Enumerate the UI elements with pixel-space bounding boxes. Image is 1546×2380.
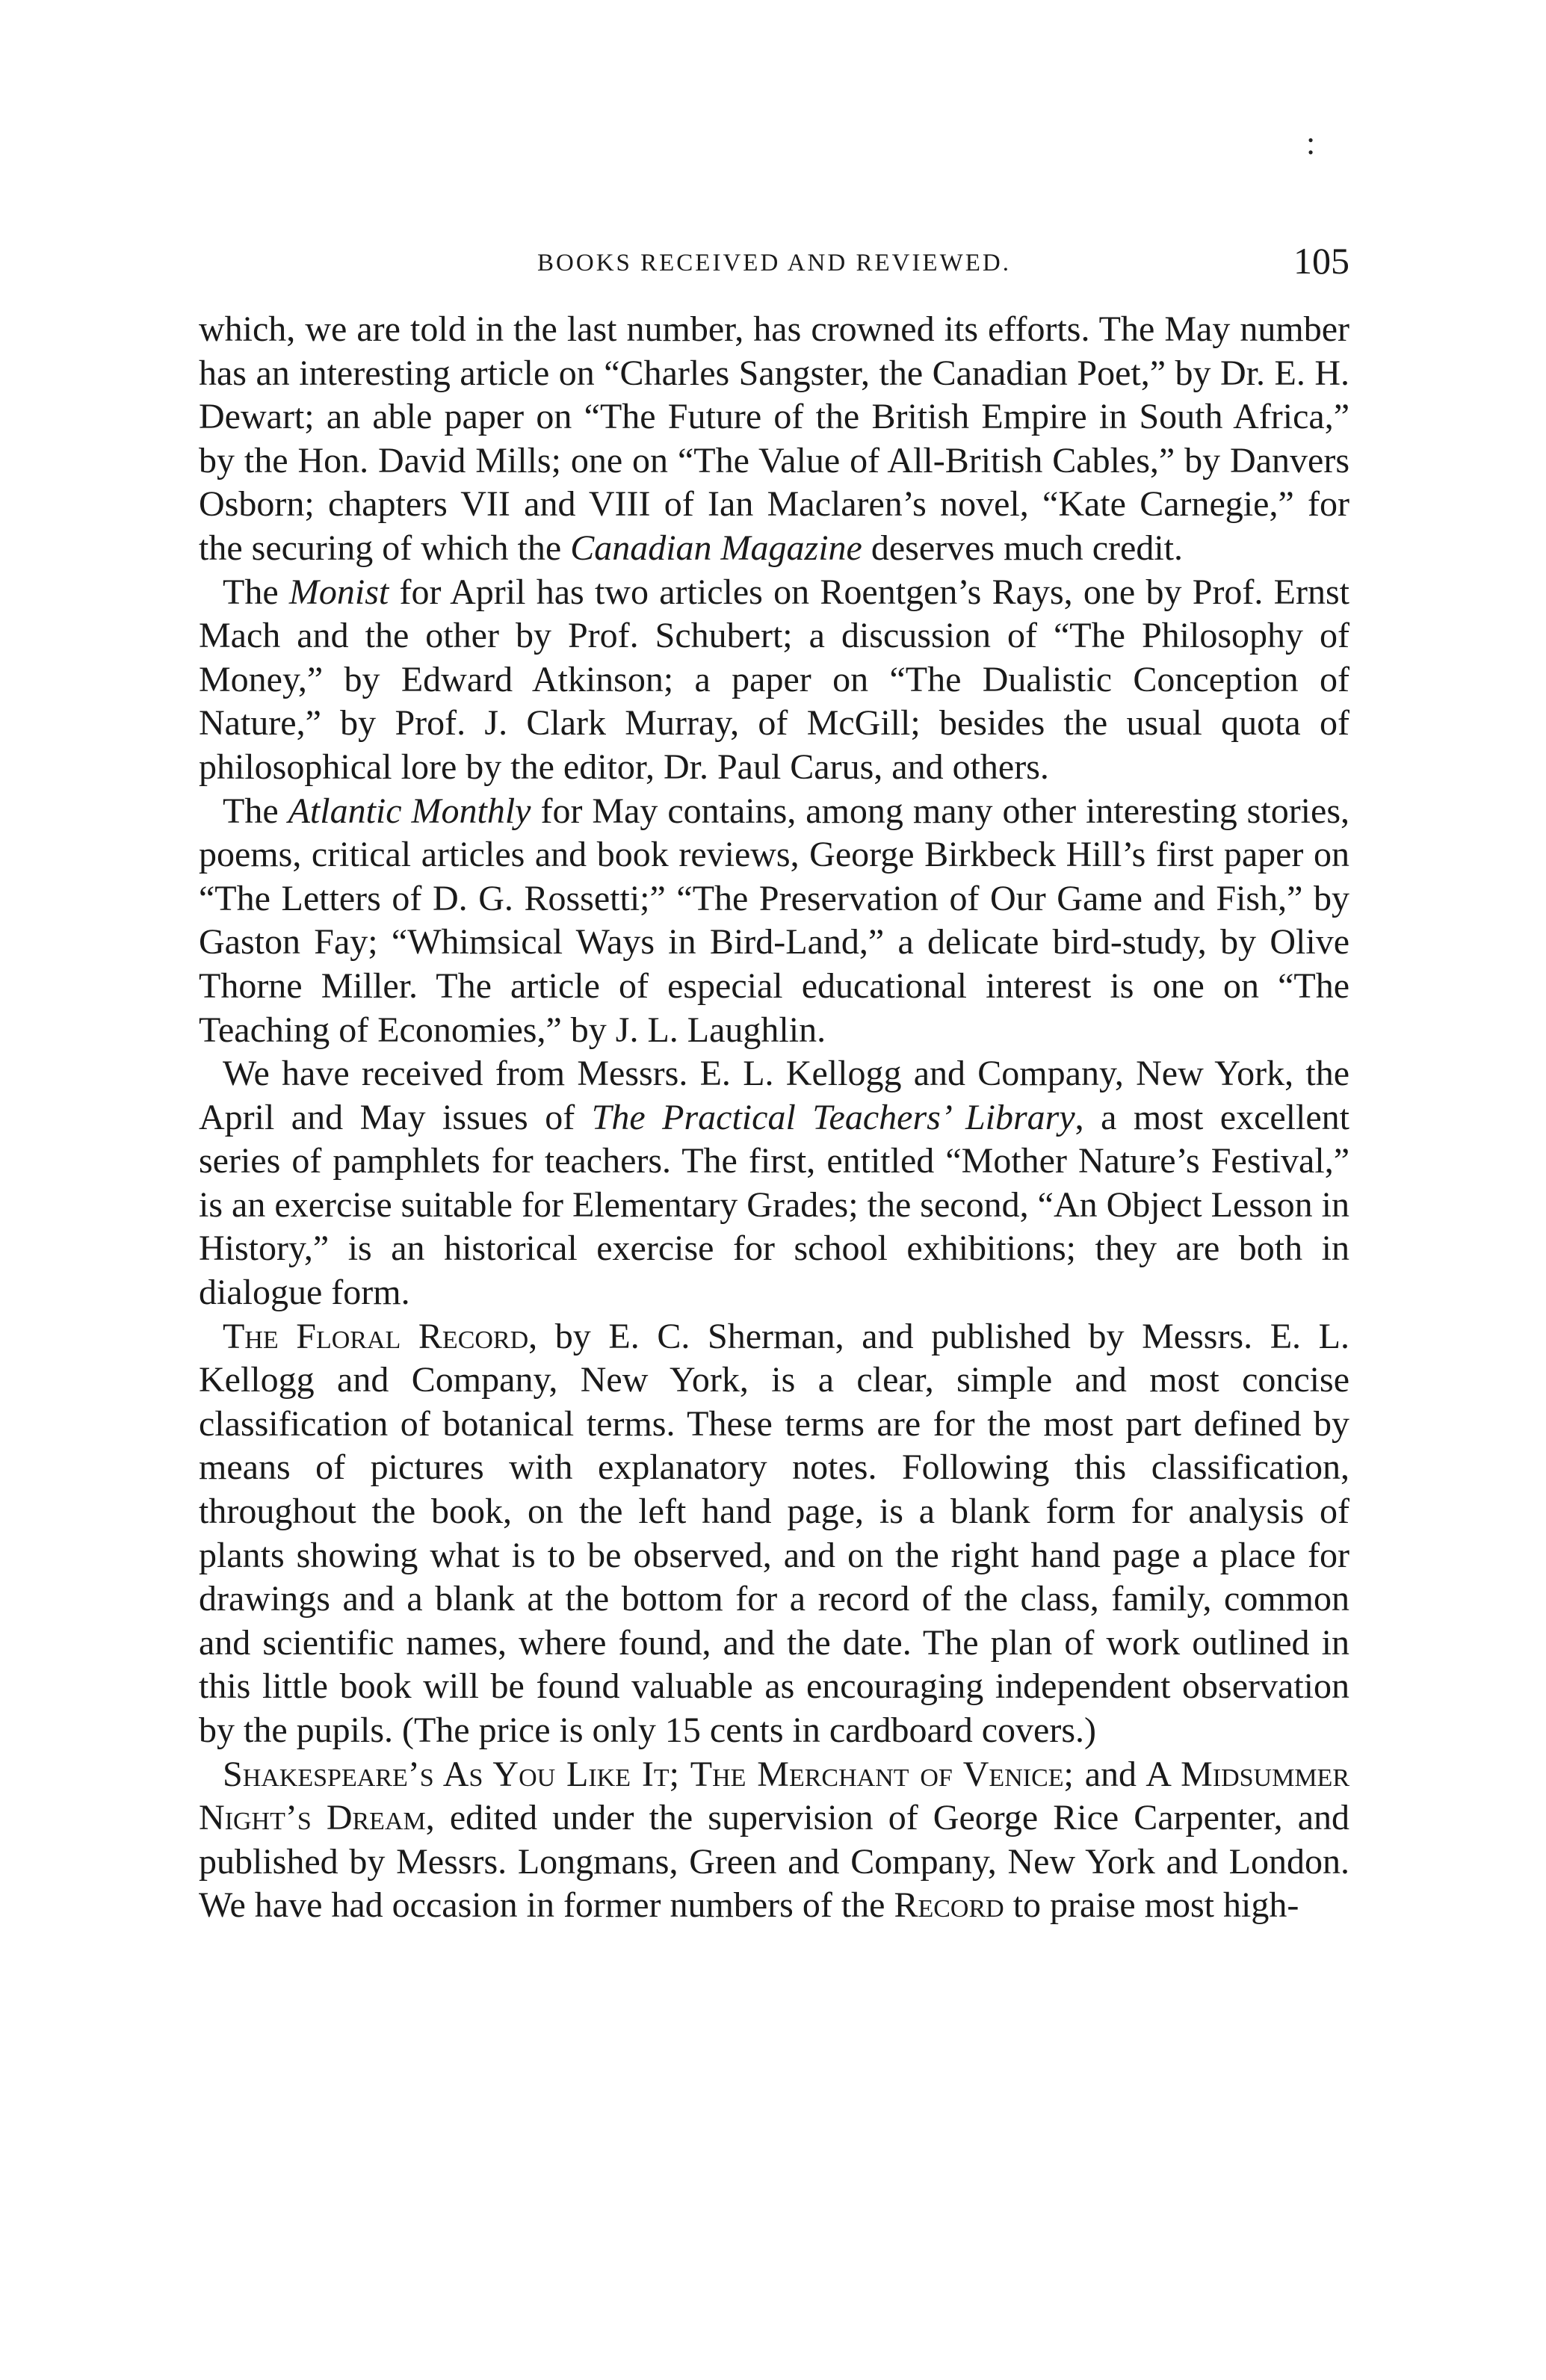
paragraph-text: We have received from Messrs. E. L. Kellogg and Company, New York, the April and May issues of <box>199 1054 1349 1137</box>
small-caps-title: The Merchant of Venice <box>690 1754 1064 1794</box>
page-number: 105 <box>1293 240 1349 282</box>
paragraph-monist <box>199 571 1349 790</box>
small-caps-title: Midsummer Night’s Dream <box>199 1754 1349 1838</box>
paragraph-text: , by E. C. Sherman, and published by Messrs. E. L. Kellogg and Company, New York, is a clear, simple and most concise classification of botanical terms. These terms are for the most part defined by means of pictures with explanatory notes. Following this classification, throughout the book, on the left hand page, is a blank form for analysis of plants showing what is to be observed, and on the right hand page a place for drawings and a blank at the bottom for a record of the class, family, common and scientific names, where found, and the date. The plan of work outlined in this little book will be found valuable as encouraging independent observation by the pupils. (The price is only 15 cents in cardboard covers.) <box>199 1316 1349 1750</box>
margin-mark: : <box>1306 125 1316 161</box>
italic-title: Monist <box>288 572 389 612</box>
italic-title: The Practical Teachers’ Library <box>591 1097 1075 1137</box>
paragraph-text: ; and A <box>1063 1754 1181 1794</box>
small-caps-title: The Floral Record <box>223 1316 529 1356</box>
review-text <box>199 308 1349 1928</box>
paragraph-text: The <box>223 791 288 831</box>
paragraph-shakespeare <box>199 1753 1349 1928</box>
paragraph-text: ; <box>669 1754 690 1794</box>
paragraph-text: which, we are told in the last number, has crowned its efforts. The May number has an interesting article on “Charles Sangster, the Canadian Poet,” by Dr. E. H. Dewart; an able paper on “The Future of the British Empire in South Africa,” by the Hon. David Mills; one on “The Value of All-British Cables,” by Danvers Osborn; chapters VII and VIII of Ian Maclaren’s novel, “Kate Carnegie,” for the securing of which the <box>199 309 1349 568</box>
paragraph-atlantic-monthly <box>199 790 1349 1053</box>
paragraph-text: , a most excellent series of pamphlets for teachers. The first, entitled “Mother Nature’s Festival,” is an exercise suitable for Elementary Grades; the second, “An Object Lesson in History,” is an historical exercise for school exhibitions; they are both in dialogue form. <box>199 1097 1349 1313</box>
paragraph-text: , edited under the supervision of George Rice Carpenter, and published by Messrs. Longmans, Green and Company, New York and London. We have had occasion in former numbers of the <box>199 1798 1350 1926</box>
paragraph-text: to praise most high- <box>1004 1885 1299 1926</box>
small-caps-title: Shakespeare’s As You Like It <box>223 1754 670 1794</box>
small-caps-title: Record <box>894 1885 1004 1926</box>
paragraph-canadian-magazine <box>199 308 1349 571</box>
paragraph-text: for May contains, among many other interesting stories, poems, critical articles and book reviews, George Birkbeck Hill’s first paper on “The Letters of D. G. Rossetti;” “The Preservation of Our Game and Fish,” by Gaston Fay; “Whimsical Ways in Bird-Land,” a delicate bird-study, by Olive Thorne Miller. The article of especial educational interest is one on “The Teaching of Economies,” by J. L. Laughlin. <box>199 791 1349 1050</box>
italic-title: Canadian Magazine <box>570 528 862 568</box>
paragraph-text: deserves much credit. <box>862 528 1184 568</box>
paragraph-practical-teachers-library <box>199 1052 1349 1315</box>
paragraph-text: The <box>223 572 289 612</box>
paragraph-floral-record <box>199 1315 1349 1753</box>
italic-title: Atlantic Monthly <box>288 791 531 831</box>
running-title: BOOKS RECEIVED AND REVIEWED. <box>537 250 1011 276</box>
running-head <box>199 241 1349 285</box>
paragraph-text: for April has two articles on Roentgen’s Rays, one by Prof. Ernst Mach and the other by Prof. Schubert; a discussion of “The Philosophy of Money,” by Edward Atkinson; a paper on “The Dualistic Conception of Nature,” by Prof. J. Clark Murray, of McGill; besides the usual quota of philosophical lore by the editor, Dr. Paul Carus, and others. <box>199 572 1350 787</box>
